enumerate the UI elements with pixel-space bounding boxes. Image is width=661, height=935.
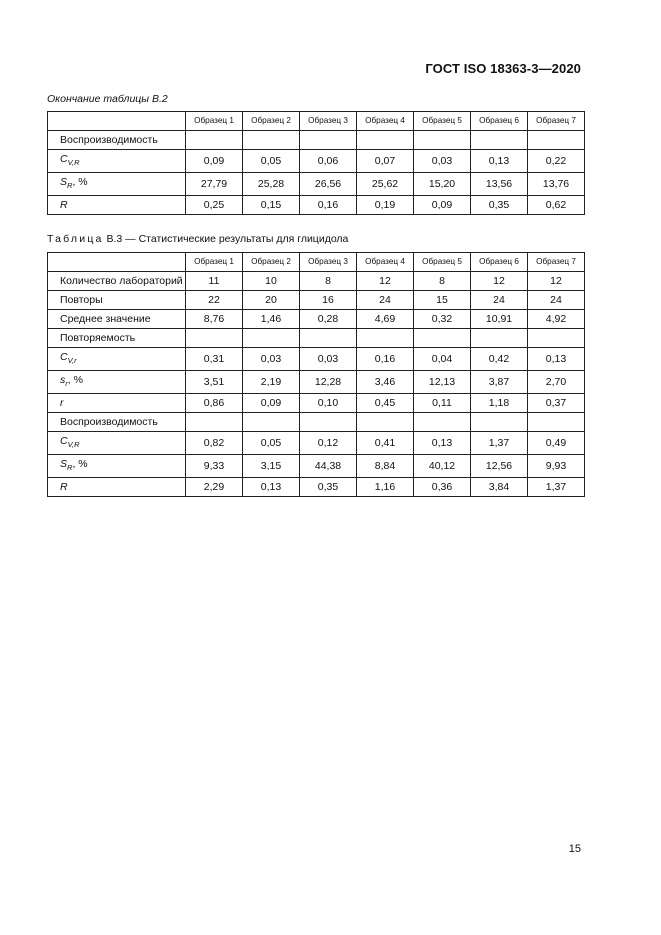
table-row — [48, 150, 585, 173]
table-b3-caption — [47, 233, 348, 245]
value-cell: 11 — [186, 272, 243, 291]
table-row — [48, 394, 585, 413]
table-row — [48, 371, 585, 394]
empty-cell — [357, 131, 414, 150]
column-header: Образец 2 — [243, 112, 300, 131]
value-cell: 24 — [357, 291, 414, 310]
statistic-subscript: V,r — [67, 356, 77, 365]
value-cell: 0,16 — [357, 348, 414, 371]
column-header: Образец 7 — [528, 253, 585, 272]
statistic-symbol: R — [60, 199, 68, 211]
empty-cell — [471, 413, 528, 432]
table-row — [48, 310, 585, 329]
table-b2-caption: Окончание таблицы В.2 — [47, 93, 168, 105]
statistic-symbol: C — [60, 351, 68, 363]
row-label — [48, 371, 186, 394]
column-header: Образец 3 — [300, 253, 357, 272]
statistic-subscript: V,R — [67, 440, 80, 449]
value-cell: 0,82 — [186, 432, 243, 455]
value-cell: 0,13 — [243, 478, 300, 497]
table-row — [48, 432, 585, 455]
column-header: Образец 7 — [528, 112, 585, 131]
value-cell: 15,20 — [414, 173, 471, 196]
value-cell: 0,11 — [414, 394, 471, 413]
empty-cell — [243, 413, 300, 432]
value-cell: 0,03 — [243, 348, 300, 371]
row-label — [48, 394, 186, 413]
value-cell: 2,19 — [243, 371, 300, 394]
table-b2 — [47, 111, 585, 215]
row-label — [48, 455, 186, 478]
column-header: Образец 4 — [357, 253, 414, 272]
row-label: Количество лабораторий — [48, 272, 186, 291]
value-cell: 1,18 — [471, 394, 528, 413]
empty-cell — [528, 413, 585, 432]
empty-cell — [414, 131, 471, 150]
value-cell: 0,19 — [357, 196, 414, 215]
table-caption-title: В.3 — Статистические результаты для глицидола — [103, 233, 349, 245]
statistic-symbol: r — [60, 397, 64, 409]
empty-cell — [243, 131, 300, 150]
empty-cell — [300, 131, 357, 150]
value-cell: 24 — [471, 291, 528, 310]
value-cell: 0,22 — [528, 150, 585, 173]
column-header: Образец 3 — [300, 112, 357, 131]
row-label — [48, 348, 186, 371]
value-cell: 12 — [357, 272, 414, 291]
value-cell: 8 — [414, 272, 471, 291]
page-number: 15 — [568, 843, 581, 855]
value-cell: 12,56 — [471, 455, 528, 478]
row-label — [48, 478, 186, 497]
value-cell: 1,16 — [357, 478, 414, 497]
value-cell: 12 — [528, 272, 585, 291]
row-label — [48, 432, 186, 455]
value-cell: 3,51 — [186, 371, 243, 394]
empty-cell — [528, 131, 585, 150]
empty-cell — [414, 329, 471, 348]
value-cell: 0,05 — [243, 432, 300, 455]
value-cell: 4,92 — [528, 310, 585, 329]
value-cell: 12 — [471, 272, 528, 291]
value-cell: 0,42 — [471, 348, 528, 371]
empty-cell — [414, 413, 471, 432]
value-cell: 0,10 — [300, 394, 357, 413]
statistic-unit: , % — [67, 374, 83, 386]
value-cell: 0,35 — [300, 478, 357, 497]
section-label: Воспроизводимость — [48, 413, 186, 432]
value-cell: 0,86 — [186, 394, 243, 413]
table-row — [48, 455, 585, 478]
value-cell: 20 — [243, 291, 300, 310]
table-b3 — [47, 252, 585, 497]
value-cell: 2,29 — [186, 478, 243, 497]
value-cell: 16 — [300, 291, 357, 310]
empty-cell — [471, 131, 528, 150]
value-cell: 25,62 — [357, 173, 414, 196]
value-cell: 0,36 — [414, 478, 471, 497]
value-cell: 12,13 — [414, 371, 471, 394]
value-cell: 1,37 — [471, 432, 528, 455]
empty-cell — [300, 329, 357, 348]
value-cell: 8,84 — [357, 455, 414, 478]
column-header: Образец 6 — [471, 112, 528, 131]
value-cell: 3,15 — [243, 455, 300, 478]
table-row — [48, 173, 585, 196]
value-cell: 8 — [300, 272, 357, 291]
statistic-unit: , % — [72, 176, 88, 188]
table-row — [48, 196, 585, 215]
table-row — [48, 478, 585, 497]
value-cell: 8,76 — [186, 310, 243, 329]
value-cell: 0,35 — [471, 196, 528, 215]
header-corner-cell — [48, 253, 186, 272]
statistic-subscript: R — [67, 181, 73, 190]
column-header: Образец 1 — [186, 253, 243, 272]
value-cell: 0,13 — [471, 150, 528, 173]
statistic-symbol: s — [60, 374, 66, 386]
empty-cell — [186, 131, 243, 150]
column-header: Образец 2 — [243, 253, 300, 272]
statistic-subscript: r — [65, 379, 68, 388]
value-cell: 0,07 — [357, 150, 414, 173]
column-header: Образец 5 — [414, 112, 471, 131]
value-cell: 2,70 — [528, 371, 585, 394]
empty-cell — [186, 329, 243, 348]
value-cell: 9,33 — [186, 455, 243, 478]
section-label: Повторяемость — [48, 329, 186, 348]
value-cell: 0,06 — [300, 150, 357, 173]
section-row — [48, 413, 585, 432]
value-cell: 13,56 — [471, 173, 528, 196]
value-cell: 0,45 — [357, 394, 414, 413]
section-row — [48, 329, 585, 348]
statistic-symbol: S — [60, 176, 68, 188]
empty-cell — [186, 413, 243, 432]
table-body — [48, 272, 585, 497]
value-cell: 0,13 — [528, 348, 585, 371]
table-body — [48, 131, 585, 215]
section-label: Воспроизводимость — [48, 131, 186, 150]
value-cell: 0,31 — [186, 348, 243, 371]
value-cell: 0,25 — [186, 196, 243, 215]
table-header-row — [48, 112, 585, 131]
value-cell: 0,32 — [414, 310, 471, 329]
value-cell: 0,28 — [300, 310, 357, 329]
row-label — [48, 173, 186, 196]
value-cell: 3,46 — [357, 371, 414, 394]
row-label: Среднее значение — [48, 310, 186, 329]
row-label: Повторы — [48, 291, 186, 310]
column-header: Образец 4 — [357, 112, 414, 131]
value-cell: 40,12 — [414, 455, 471, 478]
value-cell: 0,12 — [300, 432, 357, 455]
value-cell: 0,41 — [357, 432, 414, 455]
table-row — [48, 272, 585, 291]
value-cell: 3,87 — [471, 371, 528, 394]
column-header: Образец 5 — [414, 253, 471, 272]
value-cell: 0,15 — [243, 196, 300, 215]
statistic-subscript: R — [67, 463, 73, 472]
empty-cell — [300, 413, 357, 432]
statistic-symbol: C — [60, 435, 68, 447]
value-cell: 1,46 — [243, 310, 300, 329]
empty-cell — [357, 329, 414, 348]
row-label — [48, 196, 186, 215]
value-cell: 26,56 — [300, 173, 357, 196]
value-cell: 0,62 — [528, 196, 585, 215]
value-cell: 9,93 — [528, 455, 585, 478]
value-cell: 0,09 — [186, 150, 243, 173]
empty-cell — [357, 413, 414, 432]
value-cell: 0,13 — [414, 432, 471, 455]
value-cell: 24 — [528, 291, 585, 310]
statistic-symbol: S — [60, 458, 68, 470]
value-cell: 13,76 — [528, 173, 585, 196]
value-cell: 0,03 — [414, 150, 471, 173]
table-row — [48, 291, 585, 310]
value-cell: 0,09 — [414, 196, 471, 215]
table-caption-prefix: Таблица — [47, 233, 104, 245]
table-header-row — [48, 253, 585, 272]
value-cell: 0,49 — [528, 432, 585, 455]
value-cell: 0,03 — [300, 348, 357, 371]
value-cell: 0,05 — [243, 150, 300, 173]
statistic-symbol: R — [60, 481, 68, 493]
value-cell: 44,38 — [300, 455, 357, 478]
statistic-symbol: C — [60, 153, 68, 165]
value-cell: 27,79 — [186, 173, 243, 196]
empty-cell — [528, 329, 585, 348]
value-cell: 25,28 — [243, 173, 300, 196]
value-cell: 12,28 — [300, 371, 357, 394]
column-header: Образец 6 — [471, 253, 528, 272]
column-header: Образец 1 — [186, 112, 243, 131]
value-cell: 10 — [243, 272, 300, 291]
value-cell: 10,91 — [471, 310, 528, 329]
value-cell: 15 — [414, 291, 471, 310]
statistic-subscript: V,R — [67, 158, 80, 167]
empty-cell — [471, 329, 528, 348]
statistic-unit: , % — [72, 458, 88, 470]
row-label — [48, 150, 186, 173]
value-cell: 1,37 — [528, 478, 585, 497]
value-cell: 3,84 — [471, 478, 528, 497]
value-cell: 0,37 — [528, 394, 585, 413]
value-cell: 0,16 — [300, 196, 357, 215]
section-row — [48, 131, 585, 150]
value-cell: 22 — [186, 291, 243, 310]
header-corner-cell — [48, 112, 186, 131]
document-code: ГОСТ ISO 18363-3—2020 — [425, 61, 581, 76]
value-cell: 4,69 — [357, 310, 414, 329]
empty-cell — [243, 329, 300, 348]
table-row — [48, 348, 585, 371]
value-cell: 0,04 — [414, 348, 471, 371]
value-cell: 0,09 — [243, 394, 300, 413]
